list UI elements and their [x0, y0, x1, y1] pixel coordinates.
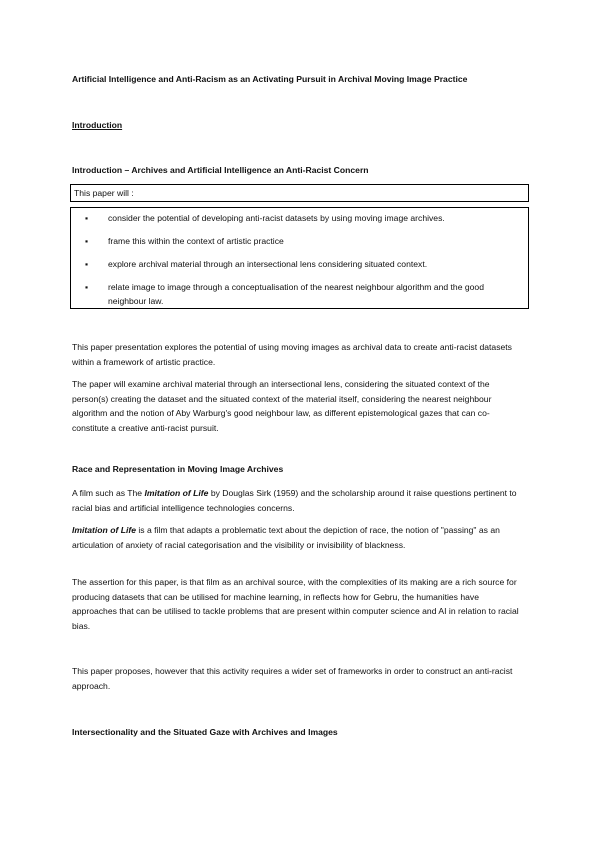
summary-box-header [70, 184, 529, 202]
heading-race-representation: Race and Representation in Moving Image Archives [72, 464, 284, 474]
document-title: Artificial Intelligence and Anti-Racism as an Activating Pursuit in Archival Moving Image Practice [72, 74, 468, 84]
paragraph-imitation-of-life: A film such as The Imitation of Life by Douglas Sirk (1959) and the scholarship around it raise questions pertinent to racial bias and artificial intelligence technologies concerns. [72, 488, 517, 513]
heading-introduction-subtitle: Introduction – Archives and Artificial Intelligence an Anti-Racist Concern [72, 165, 369, 175]
bullet-icon: ▪ [85, 236, 89, 246]
bullet-icon: ▪ [85, 213, 89, 223]
paragraph-intro: This paper presentation explores the potential of using moving images as archival data to create anti-racist datasets within a framework of artistic practice. [72, 342, 512, 367]
bullet-item: relate image to image through a conceptualisation of the nearest neighbour algorithm and the good neighbour law. [108, 282, 484, 306]
film-title: Imitation of Life [72, 525, 136, 535]
paragraph-method: The paper will examine archival material through an intersectional lens, considering the situated context of the person(s) creating the dataset and the situated context of the material itself, considering the nearest neighbour algorithm and the notion of Aby Warburg's good neighbour law, as different epistemological gazes that can co-constitute a creative anti-racist pursuit. [72, 379, 492, 433]
bullet-icon: ▪ [85, 259, 89, 269]
paragraph-passing: Imitation of Life is a film that adapts a problematic text about the depiction of race, the notion of "passing" as an articulation of anxiety of racial categorisation and the visibility or invisibility of blackness. [72, 525, 500, 550]
bullet-item: frame this within the context of artistic practice [108, 236, 284, 246]
bullet-icon: ▪ [85, 282, 89, 292]
heading-intersectionality: Intersectionality and the Situated Gaze with Archives and Images [72, 727, 338, 737]
film-title: Imitation of Life [144, 488, 209, 498]
summary-bullet-box [70, 207, 529, 309]
bullet-item: consider the potential of developing anti-racist datasets by using moving image archives. [108, 213, 445, 223]
bullet-item: explore archival material through an intersectional lens considering situated context. [108, 259, 428, 269]
summary-box-header-text: This paper will : [74, 188, 134, 198]
heading-introduction: Introduction [72, 120, 123, 130]
paragraph-assertion: The assertion for this paper, is that film as an archival source, with the complexities of its making are a rich source for producing datasets that can be utilised for machine learning, in reflects how for Gebru, the humanities have approaches that can be utilised to tackle problems that are present within computer science and AI in relation to racial bias. [72, 577, 519, 631]
paragraph-proposal: This paper proposes, however that this activity requires a wider set of frameworks in order to construct an anti-racist approach. [72, 666, 513, 691]
